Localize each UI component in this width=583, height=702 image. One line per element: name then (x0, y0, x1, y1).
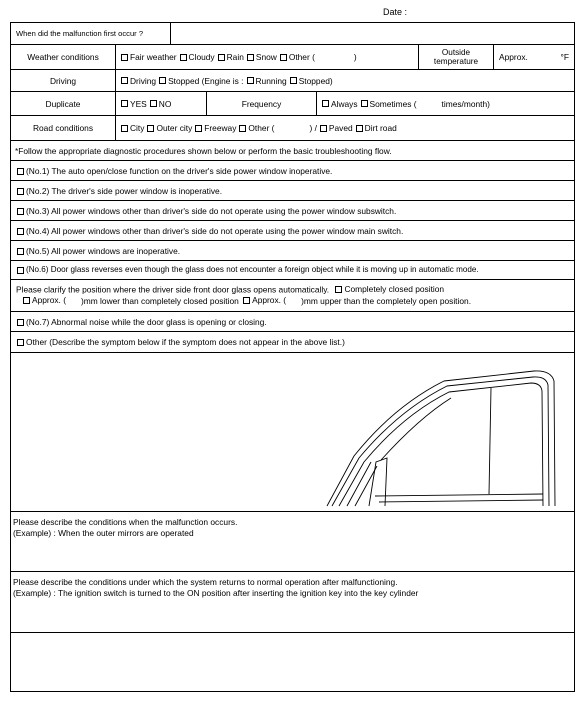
paved-checkbox[interactable]: Paved (320, 123, 353, 133)
checkbox-icon (17, 188, 24, 195)
dirt-road-checkbox[interactable]: Dirt road (356, 123, 397, 133)
outside-temp-label: Outside temperature (419, 45, 494, 69)
checkbox-icon (322, 100, 329, 107)
checkbox-icon (239, 125, 246, 132)
first-occur-label: When did the malfunction first occur ? (11, 23, 171, 44)
symptom-text: (No.5) All power windows are inoperative. (26, 246, 181, 256)
symptom-row-2[interactable] (11, 181, 574, 201)
symptom-row-6[interactable] (11, 261, 574, 280)
road-label: Road conditions (11, 116, 116, 140)
checkbox-icon (150, 100, 157, 107)
driving-label: Driving (11, 70, 116, 91)
running-checkbox[interactable]: Running (247, 76, 287, 86)
symptom-text: (No.2) The driver's side power window is inoperative. (26, 186, 223, 196)
symptom-row-3[interactable] (11, 201, 574, 221)
symptom-row-5[interactable] (11, 241, 574, 261)
symptom-text: (No.6) Door glass reverses even though the glass does not encounter a foreign object while it is moving up in automatic mode. (26, 265, 479, 274)
checkbox-icon (361, 100, 368, 107)
symptom-text: (No.1) The auto open/close function on the driver's side power window inoperative. (26, 166, 333, 176)
instruction-row (11, 141, 574, 161)
conditions-label: Please describe the conditions when the malfunction occurs. (13, 517, 238, 527)
weather-cloudy[interactable]: Cloudy (180, 52, 215, 62)
first-occur-row (11, 23, 574, 45)
weather-other-close: ) (353, 52, 357, 62)
instruction-text: *Follow the appropriate diagnostic procedures shown below or perform the basic troubleshooting flow. (15, 146, 392, 156)
checkbox-icon (17, 267, 24, 274)
normal-return-example: (Example) : The ignition switch is turned to the ON position after inserting the ignition key into the key cylinder (13, 588, 419, 598)
always-checkbox[interactable]: Always (322, 99, 358, 109)
checkbox-icon (17, 248, 24, 255)
road-other-checkbox[interactable]: Other ( (239, 123, 274, 133)
blank-notes-section[interactable] (11, 633, 574, 691)
checkbox-icon (17, 168, 24, 175)
checkbox-icon (121, 54, 128, 61)
duplicate-label: Duplicate (11, 92, 116, 115)
checkbox-icon (243, 297, 250, 304)
other-symptom-text: Other (Describe the symptom below if the symptom does not appear in the above list.) (26, 337, 345, 347)
checkbox-icon (121, 100, 128, 107)
checkbox-icon (247, 77, 254, 84)
first-occur-field[interactable] (171, 23, 574, 44)
checkbox-icon (17, 319, 24, 326)
weather-options (116, 45, 419, 69)
duplicate-row (11, 92, 574, 116)
yes-checkbox[interactable]: YES (121, 99, 147, 109)
checkbox-icon (121, 125, 128, 132)
symptom-row-7[interactable] (11, 312, 574, 332)
freeway-checkbox[interactable]: Freeway (195, 123, 236, 133)
checkbox-icon (280, 54, 287, 61)
symptom-text: (No.7) Abnormal noise while the door glass is opening or closing. (26, 317, 267, 327)
symptom-row-4[interactable] (11, 221, 574, 241)
completely-closed-checkbox[interactable]: Completely closed position (335, 284, 444, 294)
approx-label: Approx. (499, 52, 528, 62)
checkbox-icon (247, 54, 254, 61)
checkbox-icon (17, 208, 24, 215)
other-symptom-section[interactable] (11, 332, 574, 512)
checkbox-icon (17, 228, 24, 235)
driving-checkbox[interactable]: Driving (121, 76, 156, 86)
normal-return-section[interactable] (11, 572, 574, 633)
checkbox-icon (290, 77, 297, 84)
weather-other[interactable]: Other ( (280, 52, 315, 62)
approx-upper-checkbox[interactable]: Approx. ( (243, 295, 286, 305)
checkbox-icon (121, 77, 128, 84)
checkbox-icon (320, 125, 327, 132)
approx-lower-checkbox[interactable]: Approx. ( (23, 295, 66, 305)
driving-options (116, 70, 574, 91)
city-checkbox[interactable]: City (121, 123, 144, 133)
frequency-label: Frequency (207, 92, 317, 115)
weather-rain[interactable]: Rain (218, 52, 244, 62)
temp-unit: °F (560, 52, 569, 62)
normal-return-label: Please describe the conditions under which the system returns to normal operation after malfunctioning. (13, 577, 398, 587)
weather-label: Weather conditions (11, 45, 116, 69)
symptom-row-1[interactable] (11, 161, 574, 181)
conditions-section[interactable] (11, 512, 574, 572)
checkbox-icon (195, 125, 202, 132)
malfunction-report-form (10, 22, 575, 692)
frequency-options (317, 92, 574, 115)
date-label: Date : (383, 7, 408, 17)
checkbox-icon (218, 54, 225, 61)
sometimes-checkbox[interactable]: Sometimes ( (361, 99, 417, 109)
stopped2-checkbox[interactable]: Stopped) (290, 76, 333, 86)
door-window-illustration (319, 366, 569, 511)
no-checkbox[interactable]: NO (150, 99, 172, 109)
road-row (11, 116, 574, 141)
lower-text: )mm lower than completely closed position (80, 295, 239, 306)
checkbox-icon (23, 297, 30, 304)
road-slash: ) / (309, 123, 317, 133)
clarify-position-row (11, 280, 574, 312)
checkbox-icon (17, 339, 24, 346)
checkbox-icon (180, 54, 187, 61)
road-options (116, 116, 574, 140)
weather-fair[interactable]: Fair weather (121, 52, 177, 62)
conditions-example: (Example) : When the outer mirrors are operated (13, 528, 194, 538)
upper-text: )mm upper than the completely open position. (301, 295, 472, 306)
weather-snow[interactable]: Snow (247, 52, 277, 62)
symptom-text: (No.4) All power windows other than driver's side do not operate using the power window main switch. (26, 226, 404, 236)
outside-temp-field[interactable] (494, 45, 574, 69)
times-month-label: times/month) (441, 98, 490, 109)
duplicate-options (116, 92, 207, 115)
checkbox-icon (159, 77, 166, 84)
driving-row (11, 70, 574, 92)
weather-row (11, 45, 574, 70)
stopped-checkbox[interactable]: Stopped (Engine is : (159, 76, 243, 86)
checkbox-icon (356, 125, 363, 132)
checkbox-icon (335, 286, 342, 293)
symptom-text: (No.3) All power windows other than driver's side do not operate using the power window subswitch. (26, 206, 397, 216)
outer-city-checkbox[interactable]: Outer city (147, 123, 192, 133)
clarify-text: Please clarify the position where the driver side front door glass opens automatically. (16, 284, 330, 295)
checkbox-icon (147, 125, 154, 132)
